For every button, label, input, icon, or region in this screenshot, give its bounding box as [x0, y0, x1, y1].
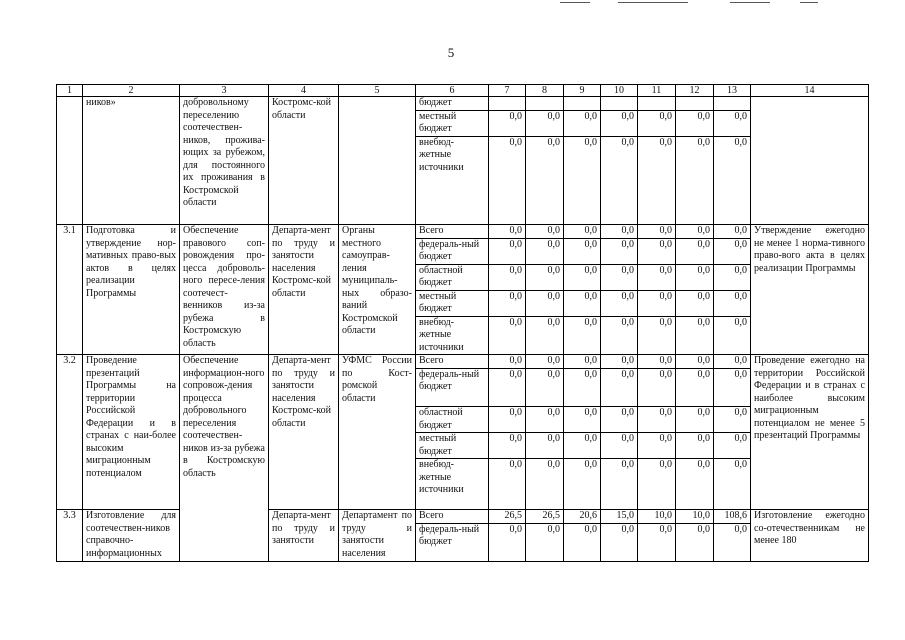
value-cell: 0,0 — [676, 238, 714, 264]
funding-source: внебюд-жетные источники — [416, 136, 489, 225]
scan-line — [618, 2, 688, 3]
funding-source: внебюд-жетные источники — [416, 459, 489, 510]
value-cell: 0,0 — [638, 110, 676, 136]
value-cell: 0,0 — [714, 459, 751, 510]
column-header: 10 — [601, 85, 638, 97]
value-cell: 0,0 — [489, 225, 526, 239]
value-cell: 26,5 — [526, 510, 564, 524]
column-header: 11 — [638, 85, 676, 97]
value-cell: 0,0 — [601, 136, 638, 225]
value-cell: 0,0 — [526, 523, 564, 562]
expected-result: Изготовление ежегодно со-отечественникам не менее 180 — [751, 510, 869, 562]
value-cell: 0,0 — [676, 459, 714, 510]
value-cell — [489, 97, 526, 111]
activity-goal: добровольному переселению соотечествен-ников, прожива-ющих за рубежом, для постоянного их проживания в Костромской области — [180, 97, 269, 225]
funding-source: областной бюджет — [416, 407, 489, 433]
scan-line — [560, 2, 590, 3]
page-number: 5 — [447, 45, 455, 60]
value-cell: 0,0 — [638, 433, 676, 459]
value-cell: 0,0 — [564, 407, 601, 433]
activity-goal: Обеспечение информацион-ного сопровож-дения процесса добровольного переселения соотечествен-ников из-за рубежа в Костромскую область — [180, 355, 269, 510]
value-cell: 0,0 — [601, 264, 638, 290]
scan-line — [730, 2, 770, 3]
value-cell: 26,5 — [489, 510, 526, 524]
value-cell: 0,0 — [676, 136, 714, 225]
column-header: 2 — [83, 85, 180, 97]
value-cell: 0,0 — [489, 316, 526, 355]
value-cell: 0,0 — [601, 433, 638, 459]
executor: Костромс-кой области — [269, 97, 339, 225]
value-cell — [601, 97, 638, 111]
value-cell: 0,0 — [714, 136, 751, 225]
value-cell: 0,0 — [714, 407, 751, 433]
value-cell: 0,0 — [638, 523, 676, 562]
value-cell: 0,0 — [714, 355, 751, 369]
value-cell: 0,0 — [564, 316, 601, 355]
value-cell — [564, 97, 601, 111]
value-cell: 0,0 — [638, 316, 676, 355]
value-cell: 0,0 — [714, 290, 751, 316]
row-number: 3.3 — [57, 510, 83, 562]
funding-source: внебюд-жетные источники — [416, 316, 489, 355]
co-executor — [339, 97, 416, 225]
funding-source: местный бюджет — [416, 110, 489, 136]
value-cell: 0,0 — [676, 225, 714, 239]
value-cell — [638, 97, 676, 111]
column-header: 8 — [526, 85, 564, 97]
value-cell: 0,0 — [601, 238, 638, 264]
header-row — [57, 85, 869, 97]
value-cell — [526, 97, 564, 111]
column-header: 6 — [416, 85, 489, 97]
value-cell: 0,0 — [638, 459, 676, 510]
program-table — [56, 84, 869, 562]
value-cell: 10,0 — [676, 510, 714, 524]
value-cell: 0,0 — [714, 368, 751, 407]
activity-name: Проведение презентаций Программы на территории Российской Федерации и в странах с наи-более высоким миграционным потенциалом — [83, 355, 180, 510]
column-header: 7 — [489, 85, 526, 97]
value-cell: 0,0 — [638, 290, 676, 316]
value-cell: 0,0 — [489, 433, 526, 459]
value-cell: 0,0 — [638, 407, 676, 433]
value-cell: 0,0 — [564, 523, 601, 562]
value-cell: 0,0 — [676, 316, 714, 355]
value-cell: 0,0 — [638, 368, 676, 407]
funding-source: Всего — [416, 355, 489, 369]
funding-source: Всего — [416, 225, 489, 239]
value-cell: 0,0 — [489, 238, 526, 264]
value-cell: 0,0 — [638, 225, 676, 239]
expected-result: Утверждение ежегодно не менее 1 норма-тивного право-вого акта в целях реализации Программы — [751, 225, 869, 355]
column-header: 1 — [57, 85, 83, 97]
value-cell: 0,0 — [526, 238, 564, 264]
value-cell: 0,0 — [526, 407, 564, 433]
table-row — [57, 355, 869, 369]
table-row — [57, 510, 869, 524]
executor: Департа-мент по труду и занятости населения Костромс-кой области — [269, 225, 339, 355]
activity-goal — [180, 510, 269, 562]
value-cell: 0,0 — [526, 264, 564, 290]
value-cell: 0,0 — [526, 459, 564, 510]
value-cell: 0,0 — [601, 316, 638, 355]
value-cell: 0,0 — [601, 290, 638, 316]
value-cell: 0,0 — [601, 110, 638, 136]
value-cell: 0,0 — [676, 368, 714, 407]
funding-source: областной бюджет — [416, 264, 489, 290]
value-cell: 0,0 — [526, 136, 564, 225]
expected-result: Проведение ежегодно на территории Российской Федерации и в странах с наиболее высоким миграционным потенциалом не менее 5 презентаций Программы — [751, 355, 869, 510]
column-header: 4 — [269, 85, 339, 97]
value-cell: 0,0 — [638, 238, 676, 264]
value-cell: 0,0 — [489, 355, 526, 369]
value-cell: 0,0 — [526, 316, 564, 355]
value-cell — [676, 97, 714, 111]
executor: Департа-мент по труду и занятости населения Костромс-кой области — [269, 355, 339, 510]
value-cell: 0,0 — [714, 264, 751, 290]
column-header: 13 — [714, 85, 751, 97]
value-cell: 0,0 — [564, 136, 601, 225]
value-cell: 0,0 — [714, 316, 751, 355]
value-cell: 0,0 — [526, 433, 564, 459]
value-cell: 0,0 — [714, 225, 751, 239]
value-cell: 0,0 — [489, 407, 526, 433]
value-cell: 0,0 — [676, 264, 714, 290]
value-cell: 0,0 — [564, 238, 601, 264]
value-cell: 0,0 — [676, 110, 714, 136]
value-cell: 108,6 — [714, 510, 751, 524]
value-cell: 0,0 — [638, 355, 676, 369]
value-cell: 0,0 — [638, 136, 676, 225]
value-cell: 0,0 — [676, 523, 714, 562]
activity-name: Изготовление для соотечествен-ников справочно-информационных — [83, 510, 180, 562]
activity-name: ников» — [83, 97, 180, 225]
executor: Департа-мент по труду и занятости — [269, 510, 339, 562]
table-row — [57, 97, 869, 111]
expected-result — [751, 97, 869, 225]
funding-source: федераль-ный бюджет — [416, 523, 489, 562]
column-header: 3 — [180, 85, 269, 97]
row-number: 3.1 — [57, 225, 83, 355]
value-cell: 0,0 — [676, 433, 714, 459]
value-cell: 0,0 — [601, 407, 638, 433]
value-cell: 0,0 — [489, 110, 526, 136]
row-number — [57, 97, 83, 225]
value-cell: 0,0 — [489, 290, 526, 316]
value-cell: 0,0 — [564, 290, 601, 316]
value-cell: 0,0 — [676, 290, 714, 316]
value-cell: 0,0 — [489, 136, 526, 225]
value-cell: 0,0 — [638, 264, 676, 290]
value-cell: 0,0 — [489, 459, 526, 510]
value-cell: 0,0 — [526, 110, 564, 136]
value-cell: 0,0 — [526, 225, 564, 239]
value-cell: 0,0 — [564, 368, 601, 407]
co-executor: Департамент по труду и занятости населения — [339, 510, 416, 562]
value-cell: 20,6 — [564, 510, 601, 524]
value-cell: 0,0 — [601, 368, 638, 407]
co-executor: УФМС России по Кост-ромской области — [339, 355, 416, 510]
value-cell: 0,0 — [489, 264, 526, 290]
value-cell: 0,0 — [564, 355, 601, 369]
value-cell: 0,0 — [676, 407, 714, 433]
value-cell: 0,0 — [714, 110, 751, 136]
value-cell: 0,0 — [564, 459, 601, 510]
value-cell: 0,0 — [489, 368, 526, 407]
value-cell: 0,0 — [601, 523, 638, 562]
value-cell: 0,0 — [601, 355, 638, 369]
co-executor: Органы местного самоуправ-ления муниципаль-ных образо-ваний Костромской области — [339, 225, 416, 355]
value-cell: 0,0 — [676, 355, 714, 369]
value-cell: 0,0 — [714, 238, 751, 264]
funding-source: местный бюджет — [416, 433, 489, 459]
value-cell: 0,0 — [601, 225, 638, 239]
value-cell: 15,0 — [601, 510, 638, 524]
scan-line — [800, 2, 818, 3]
table-row — [57, 225, 869, 239]
value-cell: 0,0 — [714, 433, 751, 459]
value-cell — [714, 97, 751, 111]
value-cell: 0,0 — [601, 459, 638, 510]
activity-name: Подготовка и утверждение нор-мативных право-вых актов в целях реализации Программы — [83, 225, 180, 355]
funding-source: федераль-ный бюджет — [416, 368, 489, 407]
value-cell: 0,0 — [526, 368, 564, 407]
activity-goal: Обеспечение правового соп-ровождения про-цесса доброволь-ного пересе-ления соотечест-венников из-за рубежа в Костромскую область — [180, 225, 269, 355]
funding-source: федераль-ный бюджет — [416, 238, 489, 264]
value-cell: 0,0 — [564, 264, 601, 290]
value-cell: 10,0 — [638, 510, 676, 524]
column-header: 12 — [676, 85, 714, 97]
value-cell: 0,0 — [564, 433, 601, 459]
value-cell: 0,0 — [564, 110, 601, 136]
value-cell: 0,0 — [714, 523, 751, 562]
funding-source: Всего — [416, 510, 489, 524]
row-number: 3.2 — [57, 355, 83, 510]
value-cell: 0,0 — [526, 355, 564, 369]
value-cell: 0,0 — [489, 523, 526, 562]
value-cell: 0,0 — [564, 225, 601, 239]
value-cell: 0,0 — [526, 290, 564, 316]
funding-source: бюджет — [416, 97, 489, 111]
column-header: 5 — [339, 85, 416, 97]
column-header: 14 — [751, 85, 869, 97]
funding-source: местный бюджет — [416, 290, 489, 316]
column-header: 9 — [564, 85, 601, 97]
